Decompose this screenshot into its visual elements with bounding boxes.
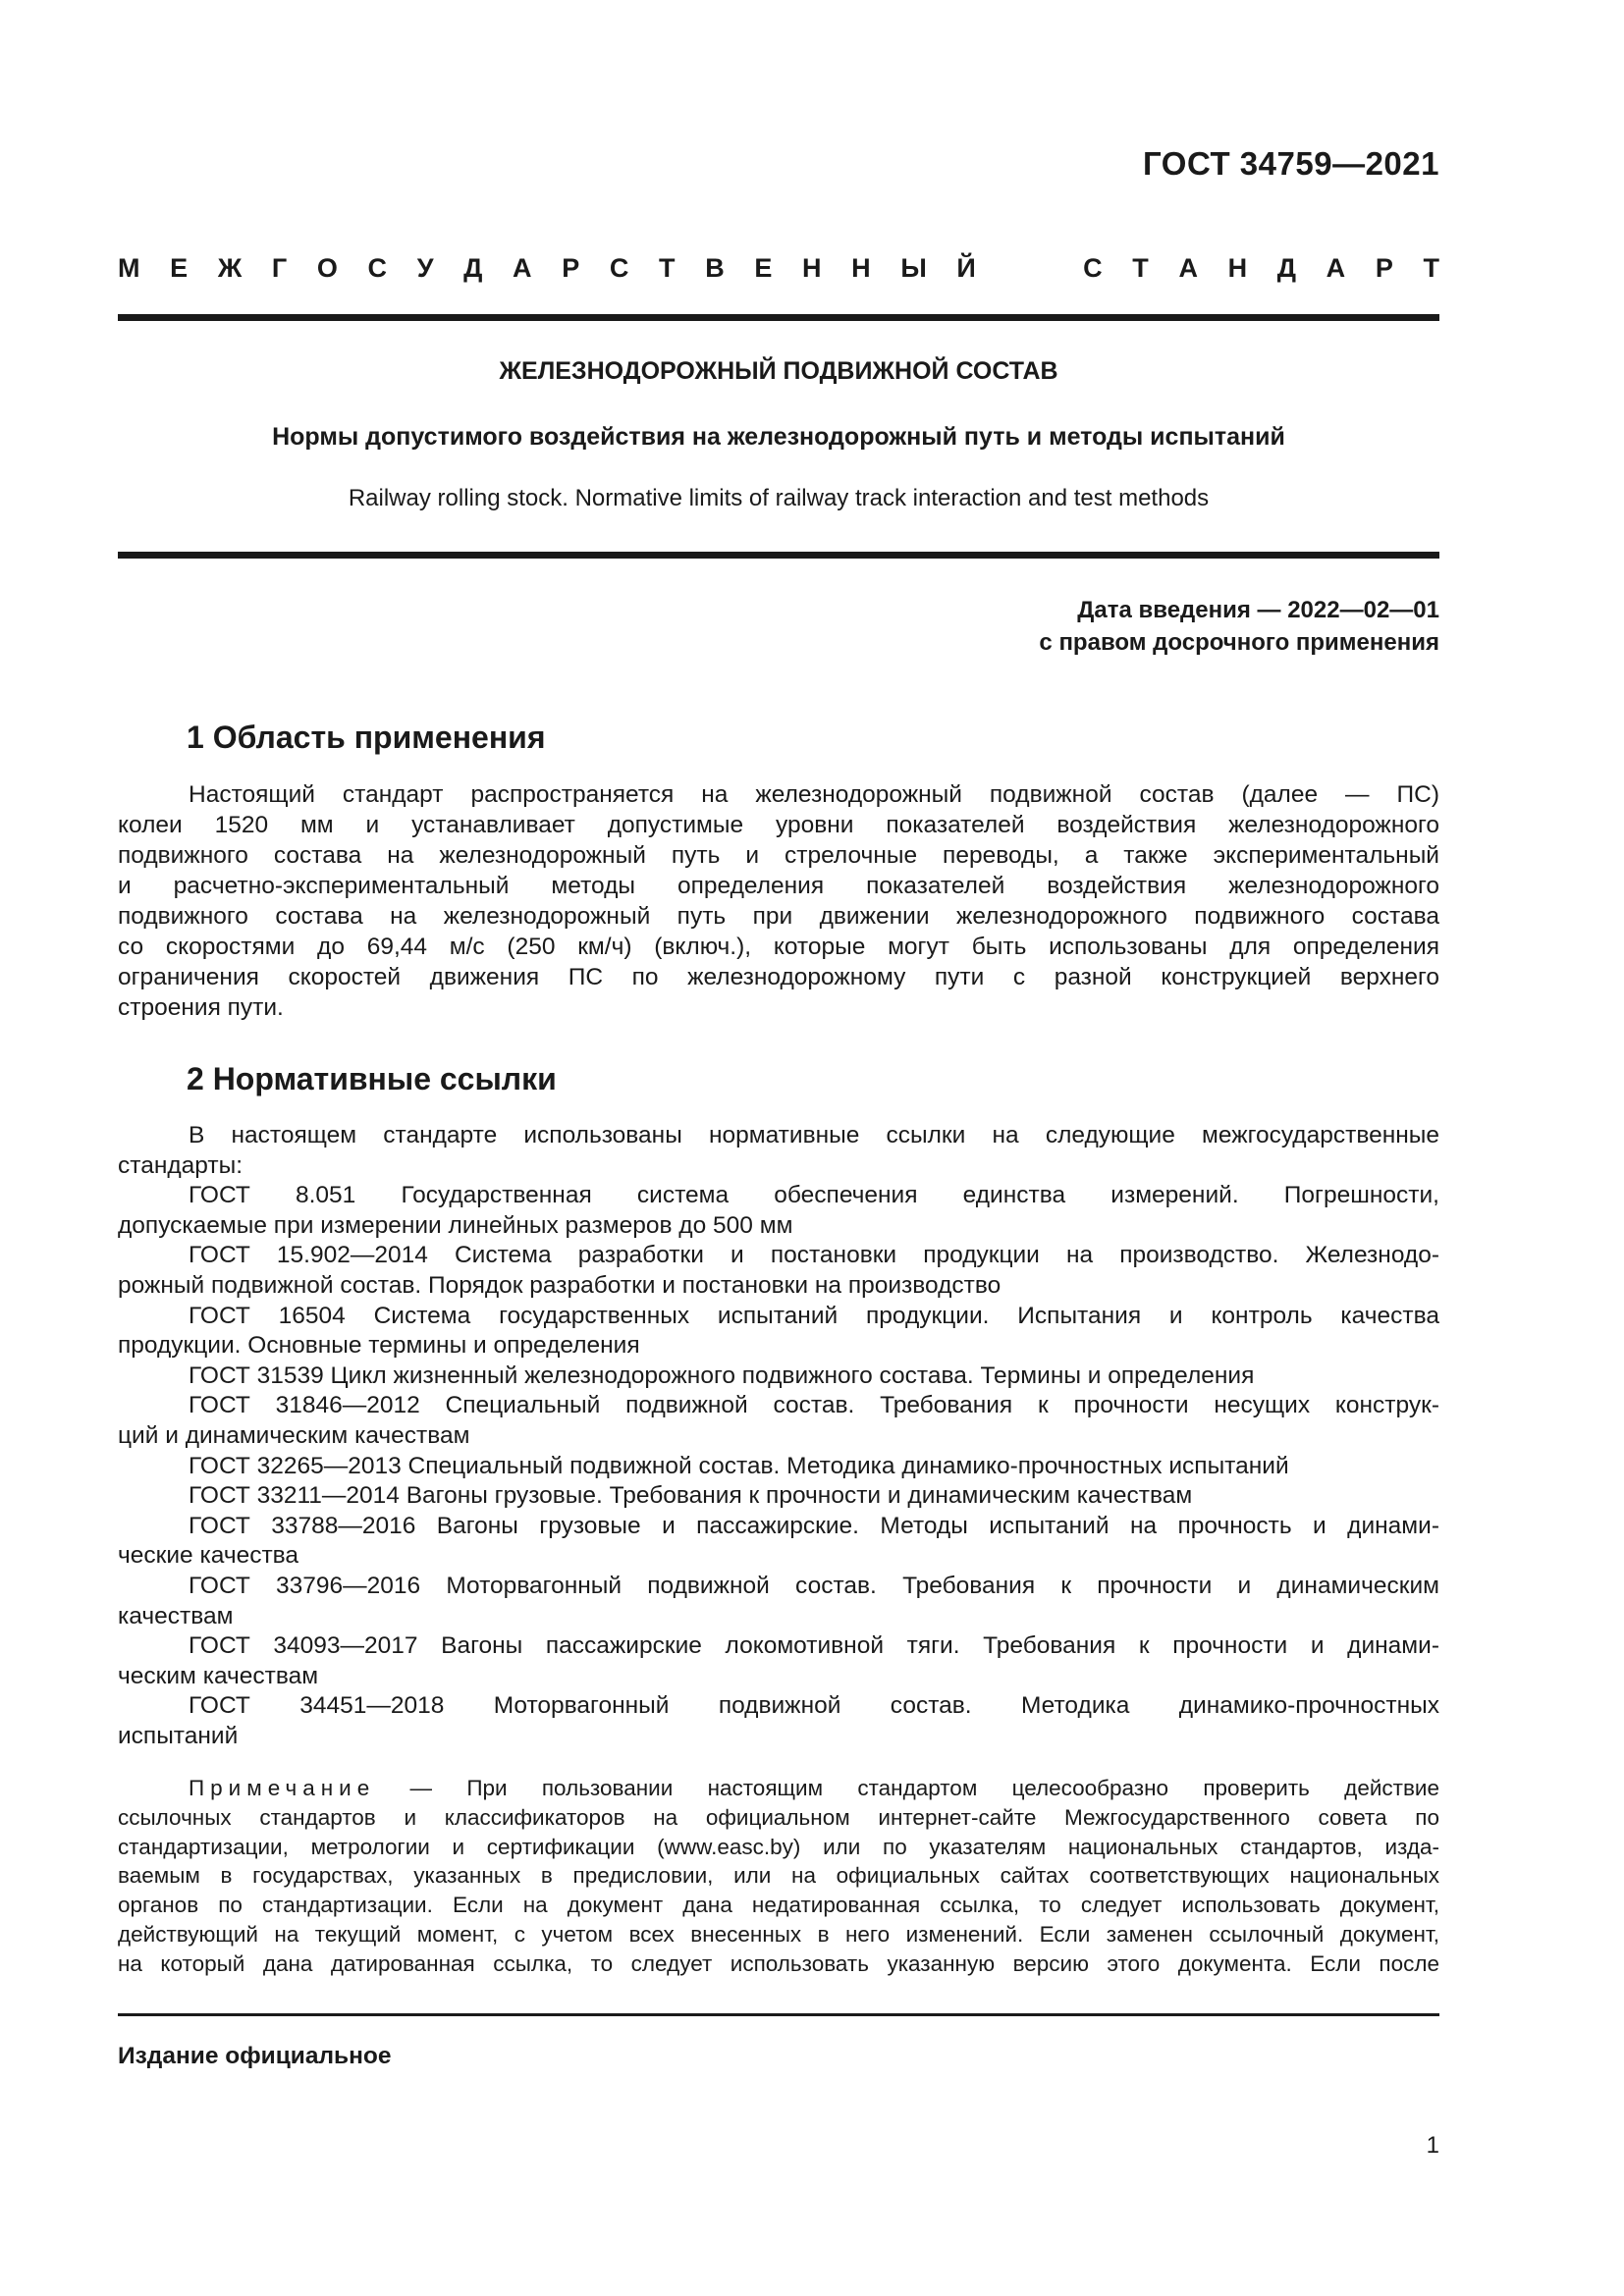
reference-line: ГОСТ 33788—2016 Вагоны грузовые и пассажирские. Методы испытаний на прочность и динами-	[189, 1512, 1439, 1539]
standard-type-letter: С	[1083, 253, 1103, 283]
note-first-line-text: — При пользовании настоящим стандартом целесообразно проверить действие	[409, 1776, 1439, 1800]
text-line: подвижного состава на железнодорожный путь при движении железнодорожного подвижного состава	[118, 903, 1439, 930]
standard-type-letter: Н	[802, 253, 822, 283]
standard-type-letter: Д	[463, 253, 483, 283]
text-line: подвижного состава на железнодорожный путь и стрелочные переводы, а также экспериментальный	[118, 842, 1439, 869]
page-number: 1	[1426, 2132, 1439, 2159]
note-line: ваемым в государствах, указанных в предисловии, или на официальных сайтах соответствующих национальных	[118, 1863, 1439, 1889]
note-line: органов по стандартизации. Если на документ дана недатированная ссылка, то следует использовать документ,	[118, 1893, 1439, 1918]
text-line: и расчетно-экспериментальный методы определения показателей воздействия железнодорожного	[118, 873, 1439, 899]
note-line: стандартизации, метрологии и сертификации (www.easc.by) или по указателям национальных стандартов, изда-	[118, 1834, 1439, 1859]
standard-type-letter: Г	[271, 253, 288, 283]
introduction-date-block	[1039, 594, 1439, 659]
text-line: ограничения скоростей движения ПС по железнодорожному пути с разной конструкцией верхнего	[118, 964, 1439, 990]
reference-line: продукции. Основные термины и определения	[118, 1332, 640, 1360]
reference-line: рожный подвижной состав. Порядок разработки и постановки на производство	[118, 1271, 1001, 1299]
standard-type-letter: М	[118, 253, 140, 283]
standard-type-letter: Н	[1227, 253, 1248, 283]
standard-type-letter: Д	[1276, 253, 1297, 283]
reference-line: качествам	[118, 1602, 234, 1629]
reference-line: ГОСТ 15.902—2014 Система разработки и постановки продукции на производство. Железнодо-	[189, 1242, 1439, 1269]
note-line: ссылочных стандартов и классификаторов на официальном интернет-сайте Межгосударственного совета по	[118, 1804, 1439, 1830]
standard-type-letter: Р	[562, 253, 580, 283]
normative-references-list	[118, 1121, 1439, 1751]
reference-line: ГОСТ 32265—2013 Специальный подвижной состав. Методика динамико-прочностных испытаний	[189, 1452, 1289, 1479]
text-line: со скоростями до 69,44 м/с (250 км/ч) (включ.), которые могут быть использованы для определения	[118, 934, 1439, 960]
standard-type-letter: Ы	[900, 253, 927, 283]
standard-type-letter: Т	[1423, 253, 1439, 283]
standard-type-letter: А	[513, 253, 532, 283]
reference-line: В настоящем стандарте использованы нормативные ссылки на следующие межгосударственные	[189, 1122, 1439, 1148]
standard-type-letter: Й	[956, 253, 976, 283]
reference-line: ГОСТ 31539 Цикл жизненный железнодорожного подвижного состава. Термины и определения	[189, 1362, 1255, 1389]
note-line: на который дана датированная ссылка, то следует использовать указанную версию этого документа. Если после	[118, 1950, 1439, 1976]
reference-line: ГОСТ 8.051 Государственная система обеспечения единства измерений. Погрешности,	[189, 1182, 1439, 1209]
reference-line: ций и динамическим качествам	[118, 1421, 470, 1449]
standard-type-letter: С	[367, 253, 388, 283]
standard-type-line	[118, 253, 1439, 284]
text-line: строения пути.	[118, 994, 284, 1021]
title-rule	[118, 552, 1439, 559]
reference-line: ческим качествам	[118, 1662, 319, 1689]
note-line: действующий на текущий момент, с учетом всех внесенных в него изменений. Если заменен ссылочный документ,	[118, 1921, 1439, 1947]
reference-line: ГОСТ 31846—2012 Специальный подвижной состав. Требования к прочности несущих конструк-	[189, 1392, 1439, 1419]
document-title: ЖЕЛЕЗНОДОРОЖНЫЙ ПОДВИЖНОЙ СОСТАВ	[499, 357, 1058, 385]
reference-line: ГОСТ 33796—2016 Моторвагонный подвижной состав. Требования к прочности и динамическим	[189, 1572, 1439, 1599]
reference-line: испытаний	[118, 1722, 239, 1749]
note-block	[118, 1774, 1439, 1979]
reference-line: ческие качества	[118, 1542, 299, 1570]
section-1-paragraph	[118, 779, 1439, 1023]
standard-type-letter: Р	[1375, 253, 1393, 283]
header-rule	[118, 314, 1439, 321]
reference-line: ГОСТ 33211—2014 Вагоны грузовые. Требования к прочности и динамическим качествам	[189, 1482, 1193, 1510]
official-edition-label: Издание официальное	[118, 2043, 392, 2069]
gost-number: ГОСТ 34759—2021	[1143, 145, 1439, 182]
section-1-heading: 1 Область применения	[187, 720, 546, 755]
reference-line: стандарты:	[118, 1151, 243, 1179]
standard-type-letter: О	[316, 253, 338, 283]
standard-type-letter: Ж	[217, 253, 243, 283]
reference-line: допускаемые при измерении линейных размеров до 500 мм	[118, 1211, 793, 1239]
text-line: колеи 1520 мм и устанавливает допустимые уровни показателей воздействия железнодорожного	[118, 812, 1439, 838]
text-line: Настоящий стандарт распространяется на железнодорожный подвижной состав (далее — ПС)	[189, 781, 1439, 808]
section-2-heading: 2 Нормативные ссылки	[187, 1061, 557, 1096]
standard-type-letter: Т	[659, 253, 676, 283]
standard-type-letter: В	[705, 253, 725, 283]
note-first-line	[118, 1774, 1439, 1803]
introduction-date: Дата введения — 2022—02—01	[1077, 597, 1439, 623]
standard-type-letter: С	[609, 253, 629, 283]
standard-type-letter: Е	[754, 253, 773, 283]
early-application-note: с правом досрочного применения	[1039, 629, 1439, 656]
reference-line: ГОСТ 34093—2017 Вагоны пассажирские локомотивной тяги. Требования к прочности и динами-	[189, 1632, 1439, 1660]
standard-type-letter: У	[416, 253, 434, 283]
note-label: Примечание	[189, 1776, 376, 1800]
reference-line: ГОСТ 34451—2018 Моторвагонный подвижной состав. Методика динамико-прочностных	[189, 1692, 1439, 1720]
standard-type-letter: Н	[851, 253, 871, 283]
reference-line: ГОСТ 16504 Система государственных испытаний продукции. Испытания и контроль качества	[189, 1302, 1439, 1329]
footer-rule	[118, 2013, 1439, 2016]
document-page	[118, 0, 1439, 2296]
standard-type-letter: Е	[170, 253, 189, 283]
standard-type-letter: А	[1178, 253, 1198, 283]
standard-type-letter: Т	[1132, 253, 1149, 283]
standard-type-letter: А	[1326, 253, 1346, 283]
document-title-english: Railway rolling stock. Normative limits of railway track interaction and test methods	[348, 485, 1210, 511]
document-subtitle: Нормы допустимого воздействия на железнодорожный путь и методы испытаний	[272, 423, 1285, 451]
